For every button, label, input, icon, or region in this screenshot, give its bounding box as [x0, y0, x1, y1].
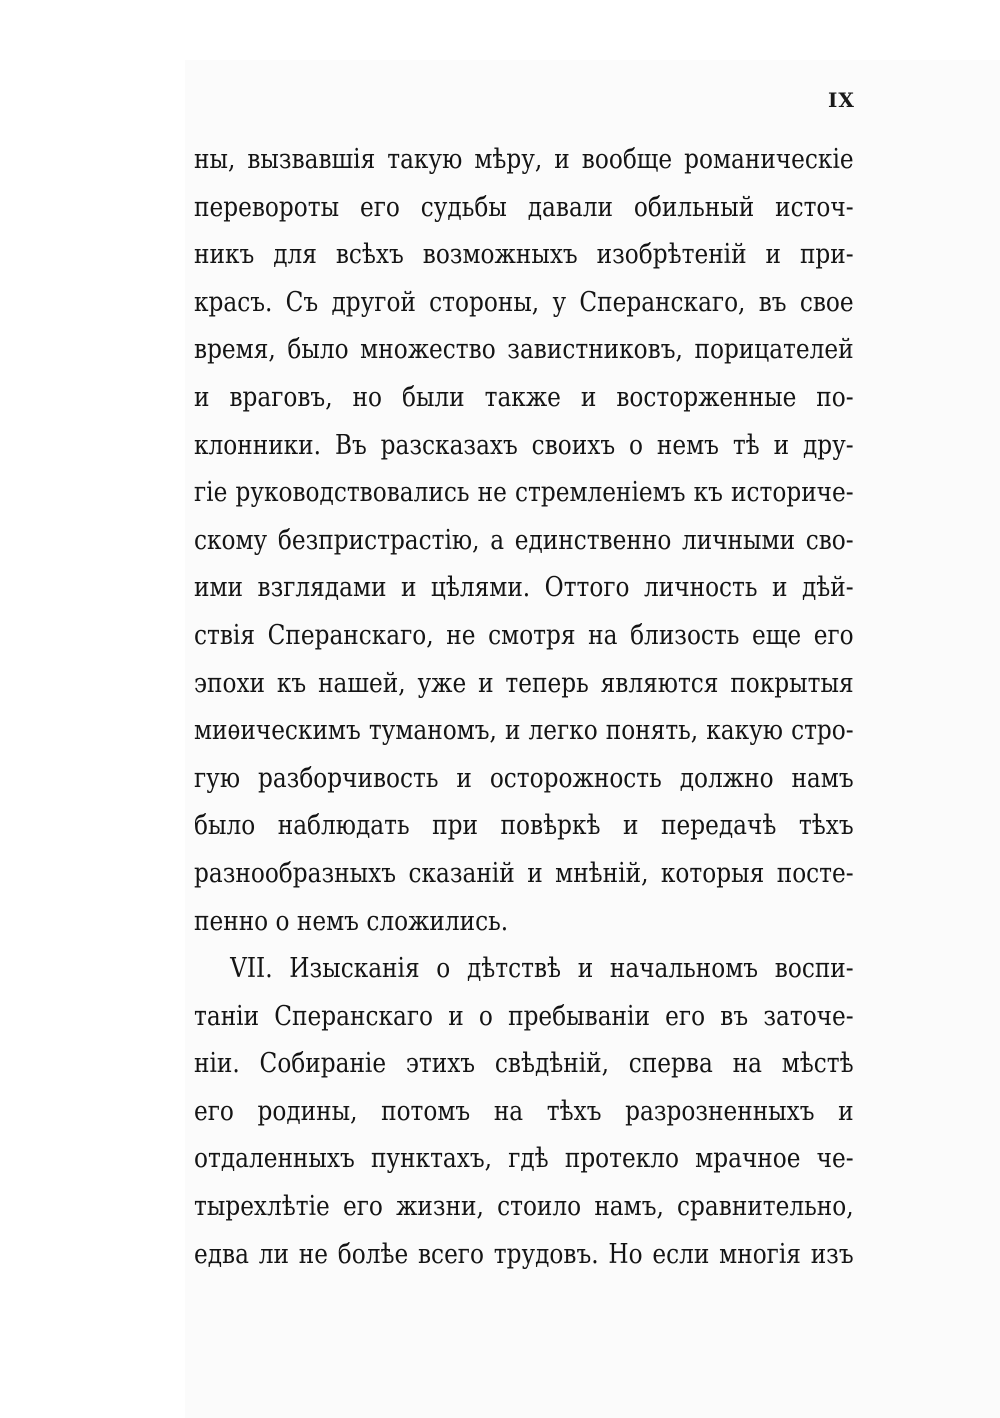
- text-line: эпохи къ нашей, уже и теперь являются покрытыя: [194, 667, 854, 699]
- text-line: было наблюдать при повѣркѣ и передачѣ тѣхъ: [194, 810, 854, 842]
- text-line: пенно о немъ сложились.: [194, 905, 509, 937]
- text-line: красъ. Съ другой стороны, у Сперанскаго, въ свое: [194, 286, 854, 318]
- text-line: ны, вызвавшія такую мѣру, и вообще романическіе: [194, 144, 854, 175]
- text-line: тырехлѣтіе его жизни, стоило намъ, сравнительно,: [194, 1191, 854, 1223]
- text-line: отдаленныхъ пунктахъ, гдѣ протекло мрачное че-: [194, 1143, 854, 1175]
- text-line: гую разборчивость и осторожность должно намъ: [194, 762, 854, 794]
- text-line: VII. Изысканія о дѣтствѣ и начальномъ воспи-: [230, 953, 854, 985]
- text-line: миѳическимъ туманомъ, и легко понять, какую стро-: [194, 715, 854, 747]
- text-line: его родины, потомъ на тѣхъ разрозненныхъ и: [194, 1095, 854, 1127]
- text-line: никъ для всѣхъ возможныхъ изобрѣтеній и при-: [194, 239, 854, 271]
- text-line: и враговъ, но были также и восторженные по-: [194, 381, 854, 413]
- body-text: [194, 136, 854, 1278]
- text-line: гіе руководствовались не стремленіемъ къ историче-: [194, 477, 854, 509]
- text-line: ніи. Собираніе этихъ свѣдѣній, сперва на мѣстѣ: [194, 1048, 854, 1080]
- text-line: перевороты его судьбы давали обильный источ-: [194, 191, 854, 223]
- text-line: клонники. Въ разсказахъ своихъ о немъ тѣ и дру-: [194, 429, 854, 461]
- text-line: время, было множество завистниковъ, порицателей: [194, 334, 854, 366]
- text-line: скому безпристрастію, а единственно личными сво-: [194, 524, 854, 556]
- text-line: едва ли не болѣе всего трудовъ. Но если многія изъ: [194, 1238, 854, 1270]
- text-line: ствія Сперанскаго, не смотря на близость еще его: [194, 619, 854, 651]
- text-line: разнообразныхъ сказаній и мнѣній, которыя посте-: [194, 857, 854, 889]
- text-line: таніи Сперанскаго и о пребываніи его въ заточе-: [194, 1000, 854, 1032]
- page-number: IX: [828, 88, 855, 112]
- text-line: ими взглядами и цѣлями. Оттого личность и дѣй-: [194, 572, 854, 604]
